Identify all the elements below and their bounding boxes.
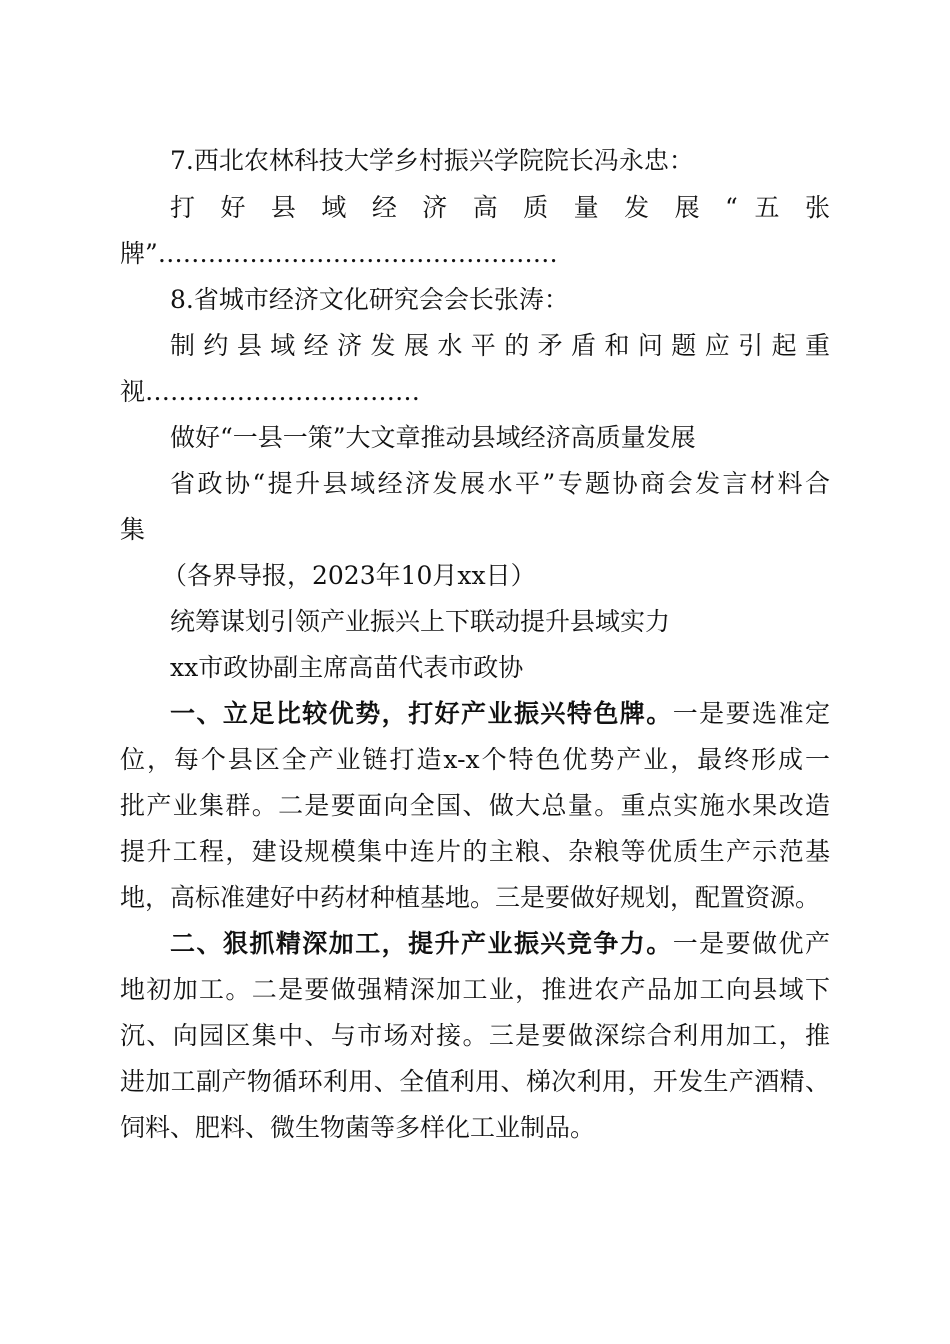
paragraph-1-heading: 一、立足比较优势，打好产业振兴特色牌。 <box>170 699 673 728</box>
article-title-part-1: 打 好 县 域 经 济 高 质 量 发 展 “ 五 张 <box>170 193 830 222</box>
paragraph-1-first-line <box>170 699 830 729</box>
collection-title-end: 集 <box>120 515 146 544</box>
heading-item-7: 7.西北农林科技大学乡村振兴学院院长冯永忠： <box>170 146 694 175</box>
speech-title: 统筹谋划引领产业振兴上下联动提升县域实力 <box>170 607 671 636</box>
article-title-part-1: 制约县域经济发展水平的矛盾和问题应引起重 <box>170 331 830 360</box>
paragraph-2-line: 地初加工。二是要做强精深加工业，推进农产品加工向县域下 <box>120 975 830 1004</box>
collection-title: 省政协“提升县域经济发展水平”专题协商会发言材料合 <box>170 469 830 498</box>
article-title-part-2: 牌”………………………………………… <box>120 239 558 268</box>
paragraph-2-first-line <box>170 929 830 959</box>
paragraph-2-line: 沉、向园区集中、与市场对接。三是要做深综合利用加工，推 <box>120 1021 830 1050</box>
heading-item-8: 8.省城市经济文化研究会会长张涛： <box>170 285 569 314</box>
paragraph-2-text: 一是要做优产 <box>672 929 830 958</box>
paragraph-2-line: 进加工副产物循环利用、全值利用、梯次利用，开发生产酒精、 <box>120 1067 830 1096</box>
main-title: 做好“一县一策”大文章推动县域经济高质量发展 <box>170 423 696 452</box>
speaker-line: xx市政协副主席高苗代表市政协 <box>170 653 524 682</box>
paragraph-2-heading: 二、狠抓精深加工，提升产业振兴竞争力。 <box>170 929 673 958</box>
paragraph-1-line: 位，每个县区全产业链打造x-x个特色优势产业，最终形成一 <box>120 745 830 774</box>
article-title-part-2: 视…………………………… <box>120 377 421 406</box>
paragraph-1-text: 一是要选准定 <box>672 699 830 728</box>
paragraph-1-line: 提升工程，建设规模集中连片的主粮、杂粮等优质生产示范基 <box>120 837 830 866</box>
paragraph-2-line: 饲料、肥料、微生物菌等多样化工业制品。 <box>120 1113 596 1142</box>
paragraph-1-line: 批产业集群。二是要面向全国、做大总量。重点实施水果改造 <box>120 791 830 820</box>
paragraph-1-line: 地，高标准建好中药材种植基地。三是要做好规划，配置资源。 <box>120 883 821 912</box>
source-note: （各界导报，2023年10月xx日） <box>162 561 536 590</box>
